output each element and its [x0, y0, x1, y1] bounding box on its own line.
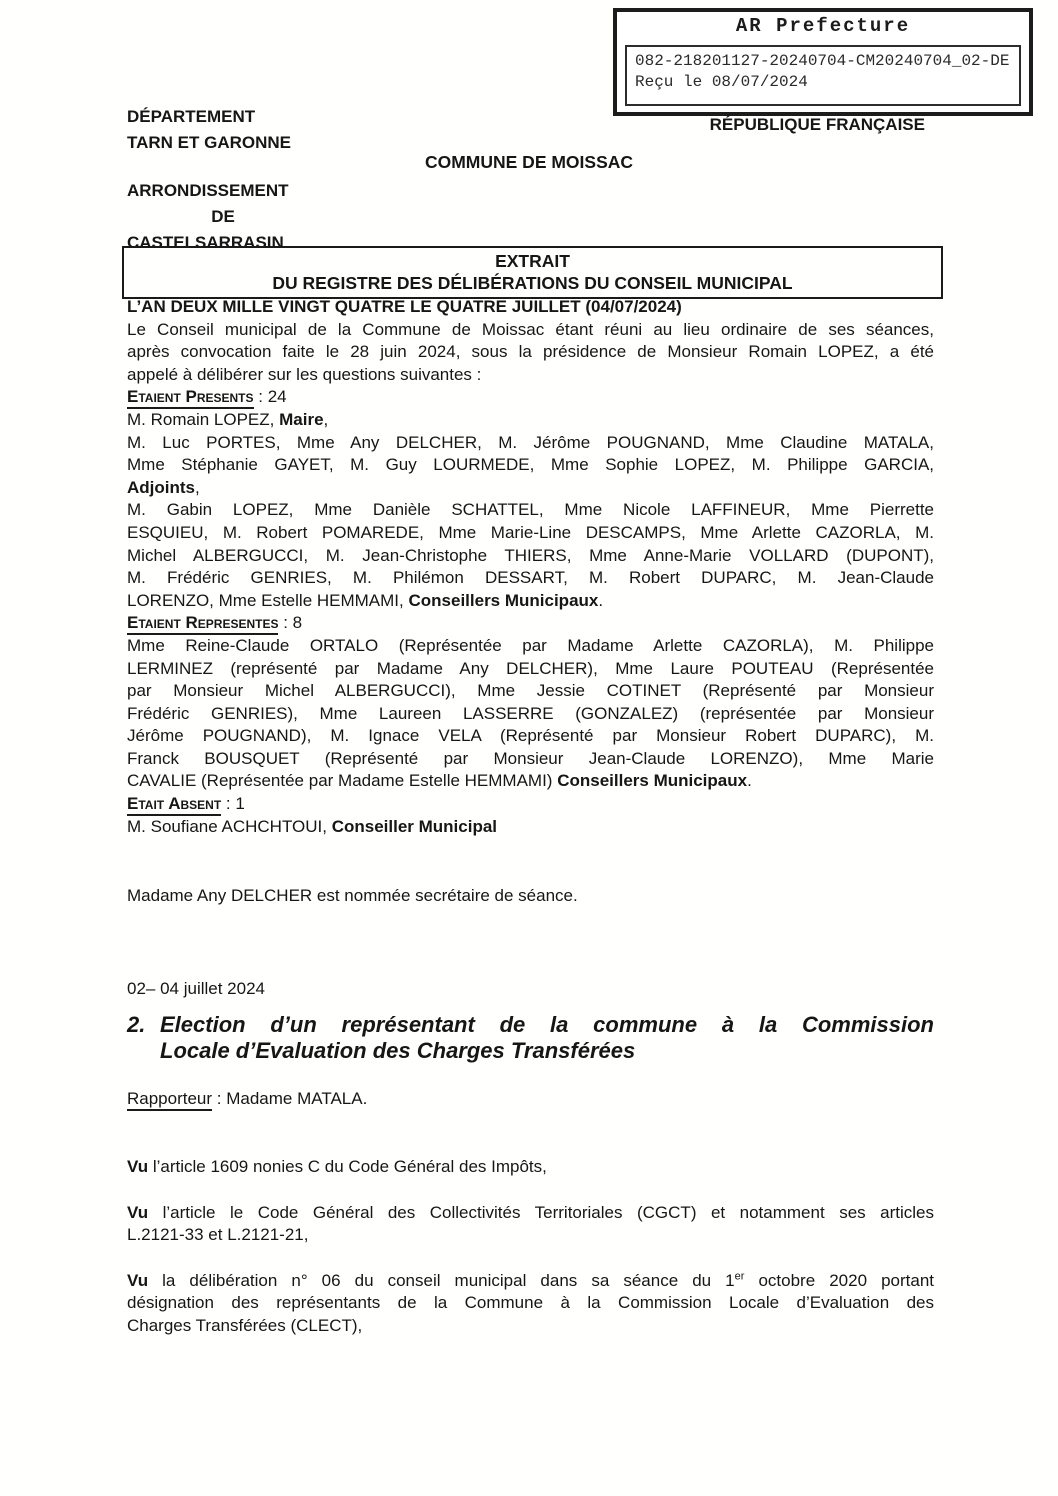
- absent-count-line: [127, 793, 934, 816]
- conseillers-role: Conseillers Municipaux: [408, 590, 599, 610]
- intro-line-2: après convocation faite le 28 juin 2024, sous la présidence de Monsieur Romain LOPEZ, a été: [127, 342, 934, 362]
- conseillers-line-2: ESQUIEU, M. Robert POMAREDE, Mme Marie-Line DESCAMPS, Mme Arlette CAZORLA, M.: [127, 522, 934, 542]
- representes-last-line: [127, 770, 934, 793]
- secretary-line: Madame Any DELCHER est nommée secrétaire de séance.: [127, 886, 578, 906]
- vu-deliberation-line-3: Charges Transférées (CLECT),: [127, 1316, 363, 1335]
- vu-deliberation: [127, 1270, 934, 1338]
- item-number: 2.: [127, 1012, 146, 1038]
- department-label: DÉPARTEMENT: [127, 107, 256, 126]
- vu-lead-3: Vu: [127, 1270, 149, 1290]
- rapporteur-label: Rapporteur: [127, 1089, 212, 1111]
- department-block: [127, 104, 291, 156]
- conseillers-line-3: Michel ALBERGUCCI, M. Jean-Christophe THIERS, Mme Anne-Marie VOLLARD (DUPONT),: [127, 545, 934, 565]
- vu-lead-1: Vu: [127, 1157, 149, 1177]
- stamp-reference: 082-218201127-20240704-CM20240704_02-DE: [635, 52, 1010, 70]
- rapporteur-name: : Madame MATALA.: [212, 1089, 368, 1109]
- representes-role: Conseillers Municipaux: [557, 771, 748, 791]
- vu-deliberation-line-2: désignation des représentants de la Commune à la Commission Locale d’Evaluation des: [127, 1293, 934, 1313]
- representes-count-line: [127, 612, 934, 635]
- adjoints-line-end: ,: [195, 477, 200, 497]
- maire-name: M. Romain LOPEZ,: [127, 409, 280, 429]
- arrondissement-name: CASTELSARRASIN: [127, 233, 284, 252]
- representes-label: Etaient Representes: [127, 613, 278, 635]
- adjoints-line-1: M. Luc PORTES, Mme Any DELCHER, M. Jérôme POUGNAND, Mme Claudine MATALA,: [127, 432, 934, 452]
- representes-line-end: .: [747, 771, 752, 791]
- representes-last-names: CAVALIE (Représentée par Madame Estelle HEMMAMI): [127, 771, 558, 791]
- department-name: TARN ET GARONNE: [127, 133, 292, 152]
- absent-count: : 1: [221, 794, 245, 814]
- republique-label: RÉPUBLIQUE FRANÇAISE: [709, 115, 925, 134]
- absent-line: [127, 816, 934, 839]
- arrondissement-label: ARRONDISSEMENT: [127, 181, 289, 200]
- representes-line-3: par Monsieur Michel ALBERGUCCI), Mme Jessie COTINET (Représenté par Monsieur: [127, 681, 934, 701]
- intro-line-1: Le Conseil municipal de la Commune de Moissac étant réuni au lieu ordinaire de ses séances,: [127, 319, 934, 339]
- item-heading: [127, 1012, 934, 1063]
- presents-count-line: [127, 386, 934, 409]
- maire-line-end: ,: [323, 409, 329, 429]
- rapporteur-line: [127, 1088, 934, 1111]
- document-body: [127, 296, 934, 1338]
- representes-line-6: Franck BOUSQUET (Représenté par Monsieur Jean-Claude LORENZO), Mme Marie: [127, 748, 934, 768]
- item-title-line-2: Locale d’Evaluation des Charges Transférées: [160, 1037, 636, 1063]
- maire-role: Maire: [279, 409, 324, 429]
- vu-deliberation-pre: la délibération n° 06 du conseil municipal dans sa séance du 1: [148, 1270, 735, 1290]
- prefecture-stamp: [613, 8, 1033, 116]
- extrait-title: EXTRAIT: [495, 251, 570, 271]
- presents-label: Etaient Presents: [127, 387, 254, 409]
- session-date-line: L’AN DEUX MILLE VINGT QUATRE LE QUATRE JUILLET (04/07/2024): [127, 297, 682, 316]
- absent-role: Conseiller Municipal: [331, 816, 498, 836]
- absent-label: Etait Absent: [127, 794, 221, 816]
- adjoints-role-line: [127, 477, 934, 500]
- arrondissement-de: DE: [211, 207, 235, 226]
- adjoints-line-2: Mme Stéphanie GAYET, M. Guy LOURMEDE, Mme Sophie LOPEZ, M. Philippe GARCIA,: [127, 455, 934, 475]
- presents-count: : 24: [253, 387, 287, 407]
- representes-line-4: Frédéric GENRIES), Mme Laureen LASSERRE (GONZALEZ) (représentée par Monsieur: [127, 703, 934, 723]
- vu-cgct-line-2: L.2121-33 et L.2121-21,: [127, 1225, 309, 1245]
- stamp-reference-box: [625, 45, 1021, 106]
- vu-lead-2: Vu: [127, 1202, 149, 1222]
- representes-line-5: Jérôme POUGNAND), M. Ignace VELA (Représenté par Monsieur Robert DUPARC), M.: [127, 726, 934, 746]
- conseillers-last-line: [127, 590, 934, 613]
- vu-text-2: l’article le Code Général des Collectivités Territoriales (CGCT) et notamment ses articles: [148, 1202, 934, 1222]
- vu-cgct: [127, 1202, 934, 1247]
- conseillers-line-4: M. Frédéric GENRIES, M. Philémon DESSART, M. Robert DUPARC, M. Jean-Claude: [127, 568, 934, 588]
- item-title-line-1: Election d’un représentant de la commune à la Commission: [160, 1012, 934, 1038]
- stamp-received-date: Reçu le 08/07/2024: [635, 73, 808, 91]
- vu-article-1609: [127, 1156, 934, 1179]
- conseillers-line-end: .: [598, 590, 604, 610]
- representes-line-2: LERMINEZ (représenté par Madame Any DELCHER), Mme Laure POUTEAU (Représentée: [127, 658, 934, 678]
- intro-line-3: appelé à délibérer sur les questions suivantes :: [127, 364, 482, 384]
- adjoints-role: Adjoints: [127, 477, 195, 497]
- absent-name: M. Soufiane ACHCHTOUI,: [127, 816, 332, 836]
- conseillers-last-names: LORENZO, Mme Estelle HEMMAMI,: [127, 590, 409, 610]
- maire-line: [127, 409, 934, 432]
- stamp-title: AR Prefecture: [735, 15, 911, 37]
- vu-deliberation-post: octobre 2020 portant: [744, 1270, 935, 1290]
- extrait-title-box: [122, 246, 943, 299]
- conseillers-line-1: M. Gabin LOPEZ, Mme Danièle SCHATTEL, Mme Nicole LAFFINEUR, Mme Pierrette: [127, 500, 934, 520]
- ordinal-superscript: er: [734, 1270, 745, 1283]
- vu-deliberation-line-1: [127, 1270, 934, 1293]
- item-date-ref: 02– 04 juillet 2024: [127, 978, 266, 998]
- vu-cgct-line-1: [127, 1202, 934, 1225]
- representes-count: : 8: [278, 613, 303, 633]
- commune-title: COMMUNE DE MOISSAC: [424, 152, 634, 172]
- vu-text-1: l’article 1609 nonies C du Code Général des Impôts,: [148, 1157, 547, 1177]
- representes-line-1: Mme Reine-Claude ORTALO (Représentée par Madame Arlette CAZORLA), M. Philippe: [127, 635, 934, 655]
- registre-subtitle: DU REGISTRE DES DÉLIBÉRATIONS DU CONSEIL MUNICIPAL: [272, 273, 793, 293]
- arrondissement-block: [127, 178, 319, 256]
